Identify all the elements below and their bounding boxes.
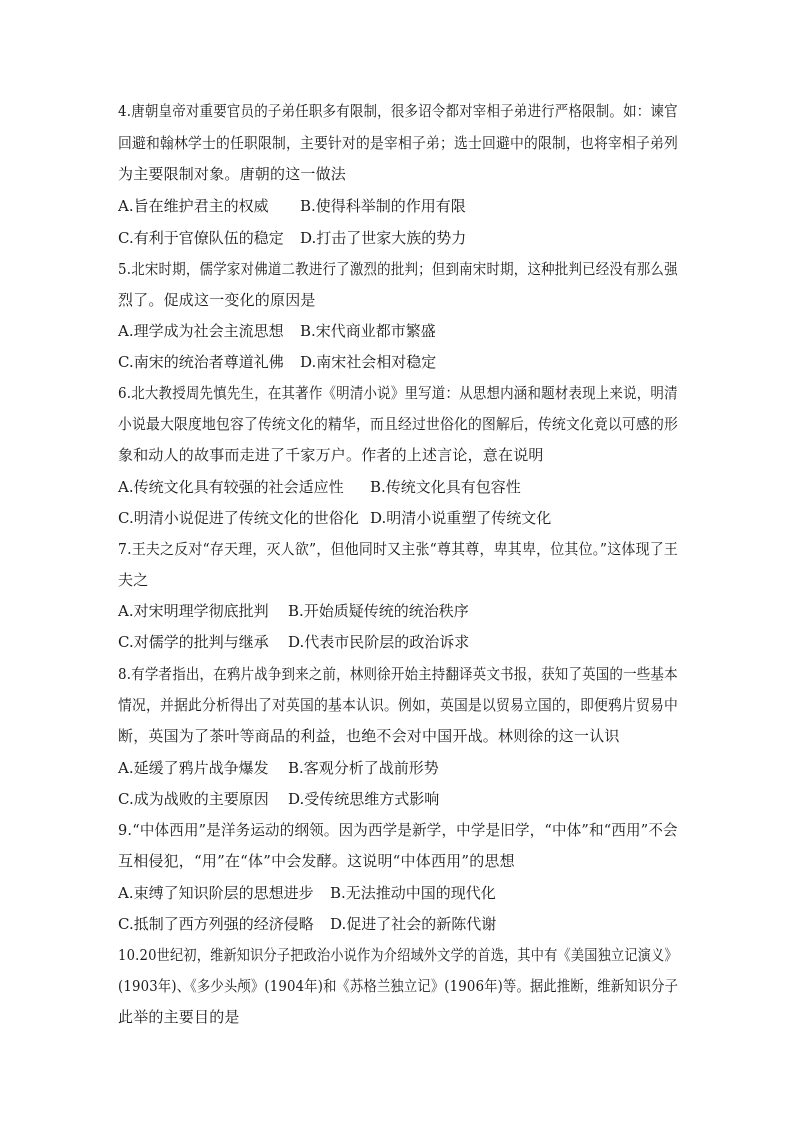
question-stem-line: 9.“中体西用”是洋务运动的纲领。因为西学是新学，中学是旧学，“中体”和“西用”不会 [118,821,678,839]
question-stem-line: 7.王夫之反对“存天理，灭人欲”，但他同时又主张“尊其尊，卑其卑，位其位。”这体现了王 [118,540,679,558]
option-d: D.受传统思维方式影响 [288,790,440,808]
option-b: B.无法推动中国的现代化 [330,884,496,902]
question-stem-line: 8.有学者指出，在鸦片战争到来之前，林则徐开始主持翻译英文书报，获知了英国的一些基本 [118,665,678,683]
option-d: D.明清小说重塑了传统文化 [370,509,552,527]
question-stem-line: 5.北宋时期，儒学家对佛道二教进行了激烈的批判；但到南宋时期，这种批判已经没有那么强 [118,260,678,278]
option-c: C.对儒学的批判与继承 [118,633,269,651]
option-a: A.传统文化具有较强的社会适应性 [118,478,344,496]
question-stem-line: 10.20世纪初，维新知识分子把政治小说作为介绍域外文学的首选，其中有《美国独立记演义》 [118,946,678,964]
option-d: D.打击了世家大族的势力 [300,229,467,247]
question-stem-line: (1903年)、《多少头颅》(1904年)和《苏格兰独立记》(1906年)等。据此推断，维新知识分子 [118,977,679,995]
option-d: D.促进了社会的新陈代谢 [330,915,497,933]
option-b: B.开始质疑传统的统治秩序 [288,602,469,620]
option-c: C.有利于官僚队伍的稳定 [118,229,284,247]
question-stem-line: 象和动人的故事而走进了千家万户。作者的上述言论，意在说明 [118,446,544,464]
option-c: C.明清小说促进了传统文化的世俗化 [118,509,359,527]
question-stem-line: 情况，并据此分析得出了对英国的基本认识。例如，英国是以贸易立国的，即便鸦片贸易中 [118,696,679,714]
option-d: D.南宋社会相对稳定 [300,353,437,371]
option-b: B.传统文化具有包容性 [370,478,521,496]
option-c: C.成为战败的主要原因 [118,790,269,808]
question-stem-line: 回避和翰林学士的任职限制，主要针对的是宰相子弟；选士回避中的限制，也将宰相子弟列 [118,134,679,152]
option-a: A.延缓了鸦片战争爆发 [118,759,269,777]
option-b: B.客观分析了战前形势 [288,759,439,777]
question-stem-line: 小说最大限度地包容了传统文化的精华，而且经过世俗化的图解后，传统文化竟以可感的形 [118,415,679,433]
option-a: A.对宋明理学彻底批判 [118,602,269,620]
option-c: C.抵制了西方列强的经济侵略 [118,915,314,933]
question-stem-line: 6.北大教授周先慎先生，在其著作《明清小说》里写道：从思想内涵和题材表现上来说，明清 [118,384,678,402]
option-a: A.束缚了知识阶层的思想进步 [118,884,314,902]
question-stem-line: 为主要限制对象。唐朝的这一做法 [118,165,347,183]
option-b: B.使得科举制的作用有限 [300,197,466,215]
question-stem-line: 此举的主要目的是 [118,1008,240,1026]
question-stem-line: 断，英国为了茶叶等商品的利益，也绝不会对中国开战。林则徐的这一认识 [118,727,620,745]
option-a: A.旨在维护君主的权威 [118,197,269,215]
question-stem-line: 夫之 [118,571,149,589]
option-c: C.南宋的统治者尊道礼佛 [118,353,284,371]
question-stem-line: 互相侵犯，“用”在“体”中会发酵。这说明“中体西用”的思想 [118,852,515,870]
option-a: A.理学成为社会主流思想 [118,322,284,340]
question-stem-line: 4.唐朝皇帝对重要官员的子弟任职多有限制，很多诏令都对宰相子弟进行严格限制。如：谏官 [118,102,678,120]
question-stem-line: 烈了。促成这一变化的原因是 [118,291,316,309]
option-d: D.代表市民阶层的政治诉求 [288,633,470,651]
option-b: B.宋代商业都市繁盛 [300,322,436,340]
